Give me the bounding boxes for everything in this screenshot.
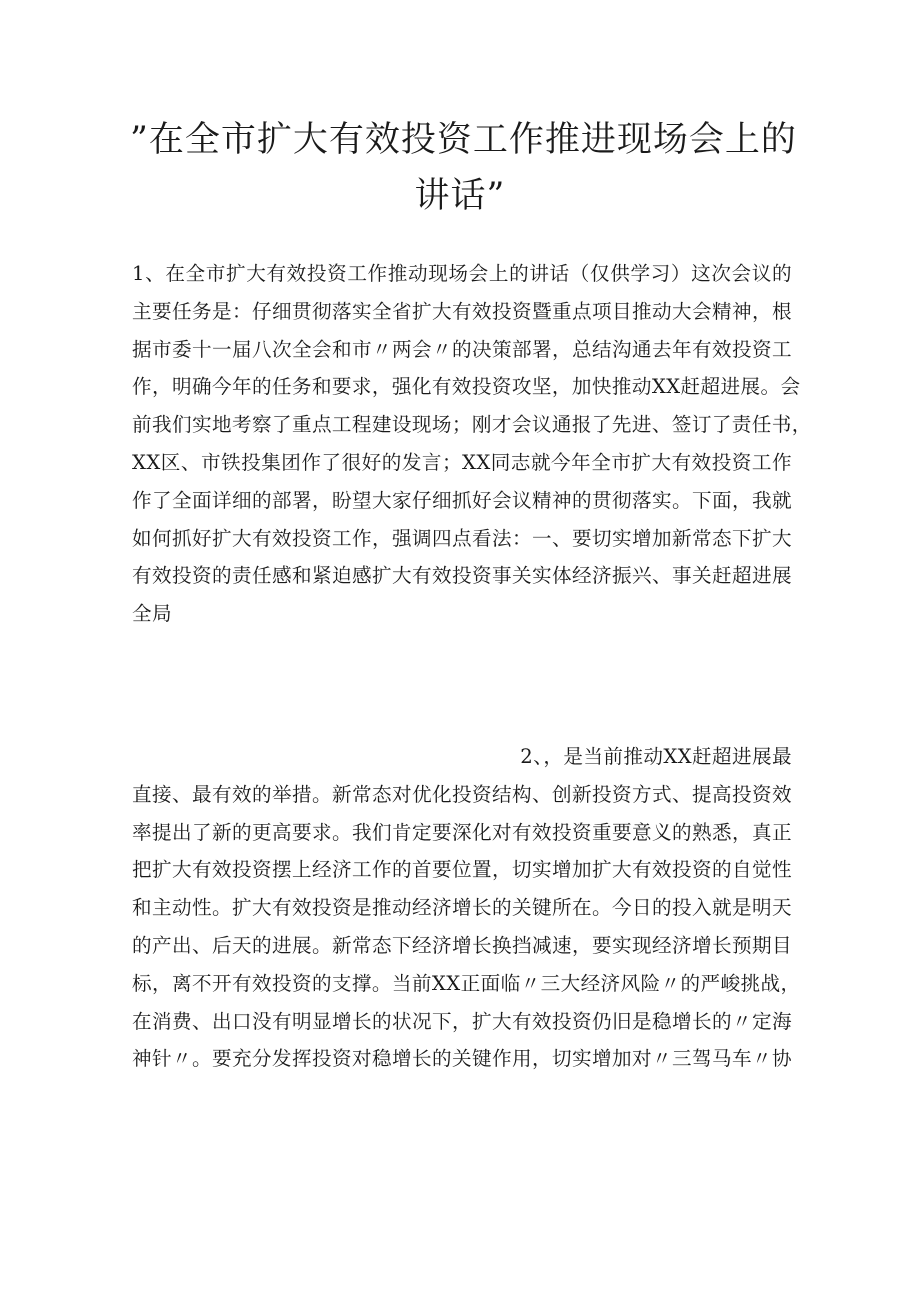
paragraph-1	[132, 255, 812, 633]
paragraph-line: 作了全面详细的部署，盼望大家仔细抓好会议精神的贯彻落实。下面，我就	[132, 488, 792, 512]
paragraph-line: 1、在全市扩大有效投资工作推动现场会上的讲话（仅供学习）这次会议的	[132, 262, 792, 285]
paragraph-line: 有效投资的责任感和紧迫感扩大有效投资事关实体经济振兴、事关赶超进展	[132, 564, 792, 588]
document-title	[130, 112, 797, 224]
paragraph-line: 神针〃。要充分发挥投资对稳增长的关键作用，切实增加对〃三驾马车〃协	[132, 1047, 792, 1071]
paragraph-line: 在消费、出口没有明显增长的状况下，扩大有效投资仍旧是稳增长的〃定海	[132, 1009, 792, 1033]
paragraph-line: 的产出、后天的进展。新常态下经济增长换挡减速，要实现经济增长预期目	[132, 933, 792, 957]
paragraph-line: 直接、最有效的举措。新常态对优化投资结构、创新投资方式、提高投资效	[132, 782, 792, 806]
paragraph-line: 标，离不开有效投资的支撑。当前XX正面临〃三大经济风险〃的严峻挑战，	[132, 971, 801, 995]
title-line-1: ”在全市扩大有效投资工作推进现场会上的	[130, 120, 797, 160]
paragraph-line: 全局	[132, 602, 172, 626]
paragraph-line: 如何抓好扩大有效投资工作，强调四点看法：一、要切实增加新常态下扩大	[132, 526, 792, 550]
paragraph-2	[132, 738, 801, 1078]
paragraph-line: 率提出了新的更高要求。我们肯定要深化对有效投资重要意义的熟悉，真正	[132, 820, 792, 844]
paragraph-line: XX区、市铁投集团作了很好的发言；XX同志就今年全市扩大有效投资工作	[132, 450, 792, 474]
paragraph-line: 作，明确今年的任务和要求，强化有效投资攻坚，加快推动XX赶超进展。会	[132, 375, 801, 399]
paragraph-line: 主要任务是：仔细贯彻落实全省扩大有效投资暨重点项目推动大会精神，根	[132, 299, 792, 323]
title-line-2: 讲话”	[414, 176, 506, 216]
paragraph-line: 和主动性。扩大有效投资是推动经济增长的关键所在。今日的投入就是明天	[132, 896, 792, 920]
paragraph-line: 把扩大有效投资摆上经济工作的首要位置，切实增加扩大有效投资的自觉性	[132, 858, 792, 882]
paragraph-line: 前我们实地考察了重点工程建设现场；刚才会议通报了先进、签订了责任书，	[132, 413, 812, 437]
paragraph-line: 2、，是当前推动XX赶超进展最	[520, 745, 792, 768]
paragraph-line: 据市委十一届八次全会和市〃两会〃的决策部署，总结沟通去年有效投资工	[132, 337, 792, 361]
